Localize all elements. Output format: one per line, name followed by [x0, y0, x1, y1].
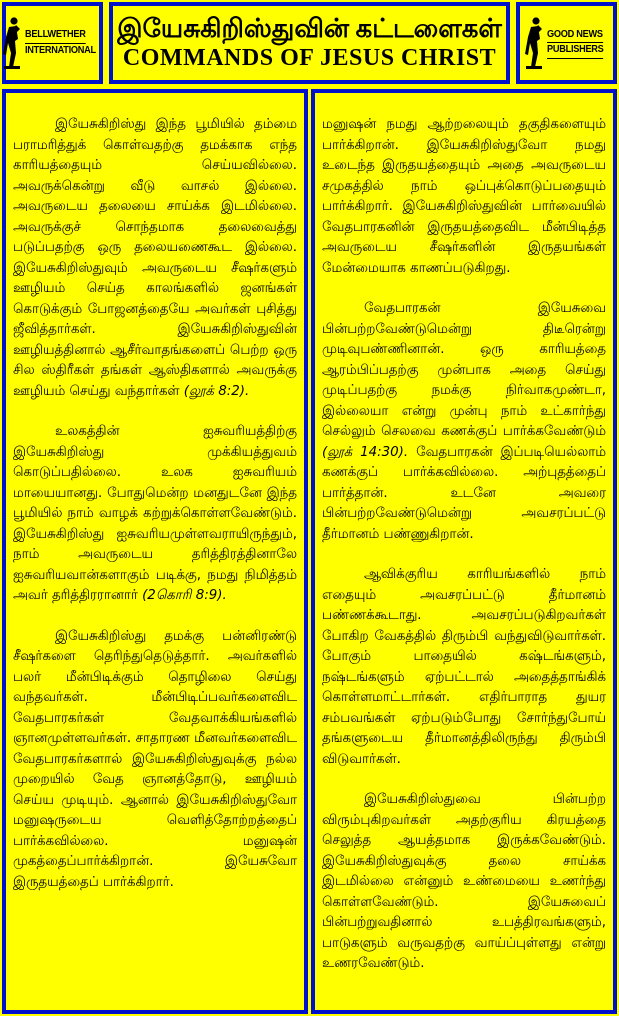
paragraph-text: ஆவிக்குரிய காரியங்களில் நாம் எதையும் அவசரப்பட்டு தீர்மானம் பண்ணக்கூடாது. அவசரப்படுகிறவர்கள் போகிற வேகத்தில் திரும்பி வந்துவிடுவார்கள். போகும் பாதையில் கஷ்டங்களும், நஷ்டங்களும் ஏற்பட்டால் அதைத்தாங்கிக் கொள்ளமாட்டார்கள். எதிர்பாராத துயர சம்பவங்கள் ஏற்படும்போது சோர்ந்துபோய் தங்களுடைய தீர்மானத்திலிருந்து திரும்பி விடுவார்கள்.: [322, 567, 606, 767]
paragraph: [322, 115, 606, 279]
good-news-publishers-logo: [516, 2, 617, 84]
bellwether-logo-text: [25, 28, 96, 58]
scripture-ref: (லூக் 8:2).: [183, 383, 250, 399]
paragraph: [13, 627, 297, 894]
paragraph-text: மனுஷன் நமது ஆற்றலையும் தகுதிகளையும் பார்க்கிறான். இயேசுகிறிஸ்துவோ நமது உடைந்த இருதயத்தையும் அதை அவருடைய சமுகத்தில் நாம் ஒப்புக்கொடுப்பதையும் பார்க்கிறார். இயேசுகிறிஸ்துவின் பார்வையில் வேதபாரகனின் இருதயத்தைவிட மீன்பிடித்த அவருடைய சீஷர்களின் இருதயங்கள் மேன்மையாக காணப்படுகிறது.: [322, 117, 606, 276]
paragraph-text: உலகத்தின் ஐசுவரியத்திற்கு இயேசுகிறிஸ்து முக்கியத்துவம் கொடுப்பதில்லை. உலக ஐசுவரியம் மாயையானது. போதுமென்ற மனதுடனே இந்த பூமியில் நாம் வாழக் கற்றுக்கொள்ளவேண்டும். இயேசுகிறிஸ்து ஐசுவரியமுள்ளவராயிருந்தும், நாம் அவருடைய தரித்திரத்தினாலே ஐசுவரியவான்களாகும் படிக்கு, நமது நிமித்தம் அவர் தரித்திரரானார்: [13, 424, 297, 603]
column-left: [2, 89, 308, 1014]
scripture-ref: (லூக் 14:30).: [322, 444, 409, 460]
title-box: [109, 2, 510, 84]
bellman-figure-icon: [2, 17, 22, 69]
paragraph-text: இயேசுகிறிஸ்து இந்த பூமியில் தம்மை பராமரித்துக் கொள்வதற்கு தமக்காக எந்த காரியத்தையும் செய்யவில்லை. அவருக்கென்று வீடு வாசல் இல்லை. அவருடைய தலையை சாய்க்க இடமில்லை. அவருக்குச் சொந்தமாக தலைவைத்து படுப்பதற்கு ஒரு தலையணைகூட இல்லை. இயேசுகிறிஸ்துவும் அவருடைய சீஷர்களும் ஊழியம் செய்த காலங்களில் ஜனங்கள் கொடுக்கும் போஜனத்தையே அவர்கள் புசித்து ஜீவித்தார்கள். இயேசுகிறிஸ்துவின் ஊழியத்தினால் ஆசீர்வாதங்களைப் பெற்ற ஒரு சில ஸ்திரீகள் தங்கள் ஆஸ்திகளால் அவருக்கு ஊழியம் செய்து வந்தார்கள்: [13, 117, 297, 399]
paragraph: [322, 565, 606, 770]
paragraph: [13, 422, 297, 607]
bellwether-logo: [2, 2, 103, 84]
header: [2, 2, 617, 84]
paragraph: [322, 299, 606, 545]
logo-line-1: BELLWETHER: [25, 28, 86, 44]
paragraph-text: வேதபாரகன் இயேசுவை பின்பற்றவேண்டுமென்று திடீரென்று முடிவுபண்ணினான். ஒரு காரியத்தை ஆரம்பிப்பதற்கு முன்பாக அதை செய்து முடிப்பதற்கு நமக்கு நிர்வாகமுண்டா, இல்லையா என்று முன்பு நாம் உட்கார்ந்து செல்லும் செலவை கணக்குப் பார்க்கவேண்டும்: [322, 301, 606, 439]
bellman-figure-icon: [524, 17, 544, 69]
page-title-english: COMMANDS OF JESUS CHRIST: [122, 45, 497, 72]
good-news-logo-text: [547, 28, 604, 59]
column-right: [311, 89, 617, 1014]
page-title-tamil: இயேசுகிறிஸ்துவின் கட்டளைகள்: [117, 13, 502, 43]
logo-line-1: GOOD NEWS: [547, 28, 603, 44]
logo-line-2: INTERNATIONAL: [25, 44, 97, 56]
paragraph-text: இயேசுகிறிஸ்து தமக்கு பன்னிரண்டு சீஷர்களை தெரிந்துதெடுத்தார். அவர்களில் பலர் மீன்பிடிக்கும் தொழிலை செய்து வந்தவர்கள். மீன்பிடிப்பவர்களைவிட வேதபாரகர்கள் வேதவாக்கியங்களில் ஞானமுள்ளவர்கள். சாதாரண மீனவர்களைவிட வேதபாரகர்களால் இயேசுகிறிஸ்துவுக்கு நல்ல முறையில் வேத ஞானத்தோடு, ஊழியம் செய்ய முடியும். ஆனால் இயேசுகிறிஸ்துவோ மனுஷருடைய வெளித்தோற்றத்தைப் பார்க்கவில்லை. மனுஷன் முகத்தைப்பார்க்கிறான். இயேசுவோ இருதயத்தைப் பார்க்கிறார்.: [13, 628, 297, 890]
tract-body: [2, 89, 617, 1014]
paragraph: [322, 790, 606, 975]
paragraph: [13, 115, 297, 402]
scripture-ref: (2கொரி 8:9).: [142, 588, 227, 603]
logo-line-2: PUBLISHERS: [547, 43, 604, 59]
paragraph-text: வேதபாரகன் இப்படியெல்லாம் கணக்குப் பார்க்கவில்லை. அற்புதத்தைப் பார்த்தான். உடனே அவரை பின்பற்றவேண்டுமென்று அவசரப்பட்டு தீர்மானம் பண்ணுகிறான்.: [322, 444, 606, 542]
paragraph-text: இயேசுகிறிஸ்துவை பின்பற்ற விரும்புகிறவர்கள் அதற்குரிய கிரயத்தை செலுத்த ஆயத்தமாக இருக்கவேண்டும். இயேசுகிறிஸ்துவுக்கு தலை சாய்க்க இடமில்லை என்னும் உண்மையை உணர்ந்து கொள்ளவேண்டும். இயேசுவைப் பின்பற்றுவதினால் உபத்திரவங்களும், பாடுகளும் வருவதற்கு வாய்ப்புள்ளது என்று உணரவேண்டும்.: [322, 792, 606, 971]
